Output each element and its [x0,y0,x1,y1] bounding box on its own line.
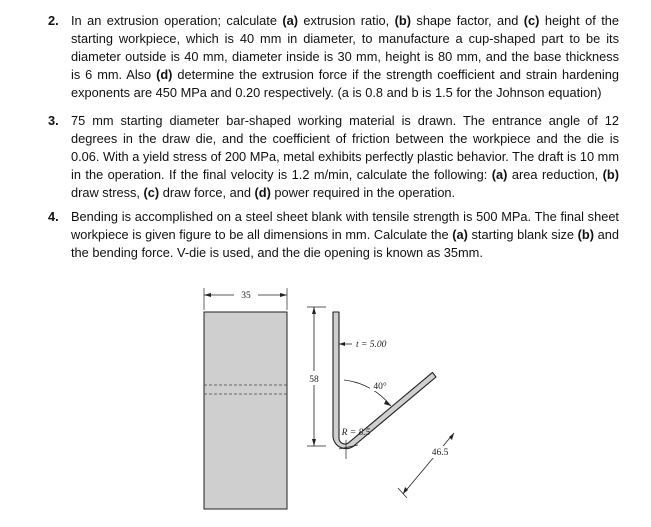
text-segment: shape factor, and [411,13,524,28]
text-segment: power required in the operation. [270,185,456,200]
leg-dimension-line [403,433,454,494]
part-label: (c) [523,13,540,28]
arrow-head [204,293,211,297]
text-segment: degrees in the draw die, and the coefficient of friction between the workpiece and the die is [71,131,619,146]
text-segment: height of the [539,13,619,28]
text-segment: starting blank size [467,227,578,242]
text-line [71,226,619,244]
text-line [71,244,619,262]
text-segment: draw stress, [71,185,144,200]
bent-workpiece [333,312,454,498]
text-line [71,130,619,148]
text-segment: the bending force. V-die is used, and the die opening is known as 35mm. [71,245,483,260]
bending-figure [196,283,456,513]
text-segment: in the operation. If the final velocity is 1.2 m/min, calculate the following: [71,167,492,182]
blank-view [204,288,287,509]
text-line [71,208,619,226]
text-line [71,148,619,166]
text-segment: area reduction, [507,167,603,182]
text-line [71,112,619,130]
problem-number: 2. [48,13,59,28]
text-line [71,66,619,84]
part-label: (a) [282,13,299,28]
text-segment: extrusion ratio, [298,13,395,28]
part-label: (a) [491,167,508,182]
part-label: (c) [143,185,160,200]
height-dimension [307,307,326,446]
height-label: 58 [309,375,319,385]
part-label: (d) [156,67,173,82]
text-segment: determine the extrusion force if the strength coefficient and strain hardening [172,67,619,82]
text-line [71,166,619,184]
text-segment: 75 mm starting diameter bar-shaped working material is drawn. The entrance angle of 12 [71,113,619,128]
part-label: (d) [254,185,271,200]
text-line [71,184,619,202]
text-segment: Bending is accomplished on a steel sheet blank with tensile strength is 500 MPa. The final sheet [71,209,619,224]
part-label: (b) [577,227,595,242]
text-segment: 0.06. With a yield stress of 200 MPa, metal exhibits perfectly plastic behavior. The draft is 10 mm [71,149,619,164]
text-segment: draw force, and [159,185,255,200]
text-line [71,84,619,102]
text-line [71,12,619,30]
text-line [71,30,619,48]
problem-number: 4. [48,209,59,224]
text-line [71,48,619,66]
text-segment: starting workpiece, which is 40 mm in diameter, to manufacture a cup-shaped part to be its [71,31,619,46]
part-label: (b) [394,13,411,28]
problem-number: 3. [48,113,59,128]
text-segment: and [594,227,619,242]
part-label: (a) [452,227,468,242]
sheet-blank [204,312,287,509]
text-segment: workpiece is given figure to be all dimensions in mm. Calculate the [71,227,453,242]
thickness-label: t = 5.00 [356,340,387,350]
part-label: (b) [602,167,619,182]
text-segment: In an extrusion operation; calculate [71,13,283,28]
leg-label: 46.5 [431,448,449,458]
radius-label: R = 8.5 [341,428,371,438]
width-label: 35 [241,291,251,301]
angle-label: 40° [373,382,387,392]
text-segment: exponents are 450 MPa and 0.20 respectively. (a is 0.8 and b is 1.5 for the Johnson equation) [71,85,602,100]
text-segment: is 6 mm. Also [71,67,157,82]
arrow-head [280,293,287,297]
text-segment: diameter outside is 40 mm, diameter inside is 30 mm, height is 80 mm, and the base thickness [71,49,619,64]
